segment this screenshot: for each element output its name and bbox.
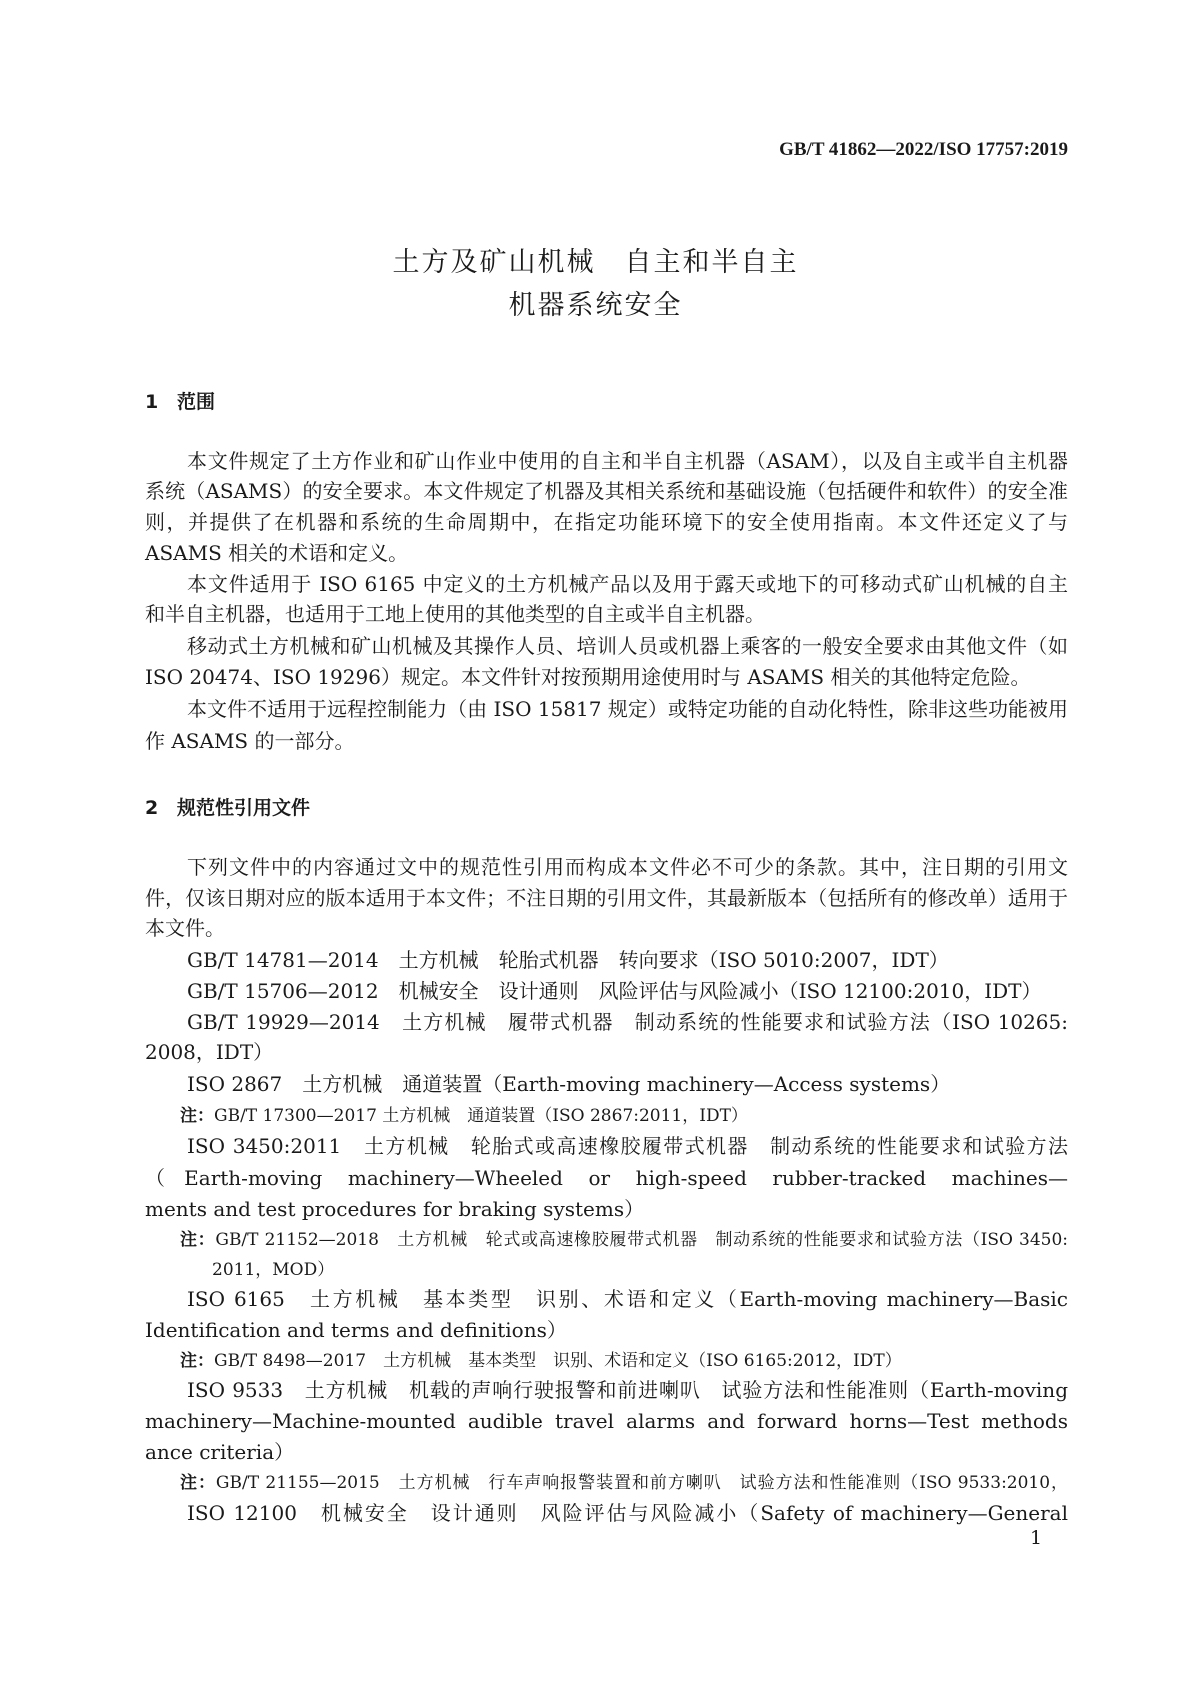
paragraph-line: 移动式土方机械和矿山机械及其操作人员、培训人员或机器上乘客的一般安全要求由其他文件（如 (187, 634, 1068, 658)
section-heading-normative-references (145, 793, 310, 820)
section-number: 1 (145, 391, 159, 413)
paragraph-line: 2008，IDT） (145, 1040, 274, 1064)
paragraph-line: 和半自主机器，也适用于工地上使用的其他类型的自主或半自主机器。 (145, 602, 765, 626)
paragraph-line: GB/T 14781—2014 土方机械 轮胎式机器 转向要求（ISO 5010:2007，IDT） (187, 948, 949, 972)
paragraph-line: GB/T 15706—2012 机械安全 设计通则 风险评估与风险减小（ISO 12100:2010，IDT） (187, 979, 1042, 1003)
reference-note (180, 1470, 1068, 1496)
note-label: 注： (180, 1351, 214, 1371)
paragraph-line: 下列文件中的内容通过文中的规范性引用而构成本文件必不可少的条款。其中，注日期的引用文 (187, 855, 1068, 879)
note-label: 注： (180, 1230, 216, 1250)
note-label: 注： (180, 1473, 216, 1493)
note-text: GB/T 17300—2017 土方机械 通道装置（ISO 2867:2011，IDT） (214, 1106, 748, 1126)
paragraph-line: 系统（ASAMS）的安全要求。本文件规定了机器及其相关系统和基础设施（包括硬件和软件）的安全准 (145, 479, 1068, 503)
paragraph-line: 本文件。 (145, 916, 225, 940)
note-text: GB/T 8498—2017 土方机械 基本类型 识别、术语和定义（ISO 6165:2012，IDT） (214, 1351, 902, 1371)
paragraph-line: 本文件不适用于远程控制能力（由 ISO 15817 规定）或特定功能的自动化特性，除非这些功能被用 (187, 697, 1068, 721)
paragraph-line: 件，仅该日期对应的版本适用于本文件；不注日期的引用文件，其最新版本（包括所有的修改单）适用于 (145, 886, 1068, 910)
paragraph-line: ASAMS 相关的术语和定义。 (145, 541, 409, 565)
note-text: GB/T 21155—2015 土方机械 行车声响报警装置和前方喇叭 试验方法和性能准则（ISO 9533:2010， (215, 1473, 1068, 1493)
note-label: 注： (180, 1106, 214, 1126)
paragraph-line: ISO 20474、ISO 19296）规定。本文件针对按预期用途使用时与 ASAMS 相关的其他特定危险。 (145, 665, 1031, 689)
reference-note (180, 1348, 902, 1374)
section-title: 规范性引用文件 (177, 797, 311, 819)
paragraph-line: ance criteria） (145, 1440, 295, 1464)
note-text: GB/T 21152—2018 土方机械 轮式或高速橡胶履带式机器 制动系统的性能要求和试验方法（ISO 3450: (215, 1230, 1068, 1250)
paragraph-line: （Earth-moving machinery—Wheeled or high-speed rubber-tracked machines— (145, 1166, 1068, 1190)
reference-note (180, 1227, 1068, 1253)
paragraph-line: ISO 12100 机械安全 设计通则 风险评估与风险减小（Safety of machinery—General (187, 1501, 1068, 1525)
section-number: 2 (145, 797, 159, 819)
document-title-line-1: 土方及矿山机械 自主和半自主 (392, 247, 799, 278)
paragraph-line: ISO 9533 土方机械 机载的声响行驶报警和前进喇叭 试验方法和性能准则（Earth-moving (187, 1378, 1068, 1402)
paragraph-line: ments and test procedures for braking systems） (145, 1197, 645, 1221)
paragraph-line: 则，并提供了在机器和系统的生命周期中，在指定功能环境下的安全使用指南。本文件还定义了与 (145, 510, 1068, 534)
paragraph-line: Identification and terms and definitions） (145, 1318, 567, 1342)
paragraph-line: 本文件适用于 ISO 6165 中定义的土方机械产品以及用于露天或地下的可移动式矿山机械的自主 (187, 572, 1068, 596)
paragraph-line: machinery—Machine-mounted audible travel alarms and forward horns—Test methods (145, 1409, 1068, 1433)
page-number: 1 (1030, 1527, 1043, 1549)
paragraph-line: 本文件规定了土方作业和矿山作业中使用的自主和半自主机器（ASAM），以及自主或半自主机器 (187, 449, 1068, 473)
paragraph-line: ISO 3450:2011 土方机械 轮胎式或高速橡胶履带式机器 制动系统的性能要求和试验方法 (187, 1134, 1068, 1158)
document-title-line-2: 机器系统安全 (508, 290, 683, 321)
reference-note-continuation: 2011，MOD） (212, 1260, 335, 1280)
paragraph-line: ISO 2867 土方机械 通道装置（Earth-moving machinery—Access systems） (187, 1072, 951, 1096)
reference-note (180, 1103, 748, 1129)
paragraph-line: 作 ASAMS 的一部分。 (145, 729, 355, 753)
standard-code-header: GB/T 41862—2022/ISO 17757:2019 (779, 139, 1068, 160)
paragraph-line: ISO 6165 土方机械 基本类型 识别、术语和定义（Earth-moving machinery—Basic (187, 1287, 1068, 1311)
section-title: 范围 (177, 391, 216, 413)
section-heading-scope (145, 387, 215, 414)
paragraph-line: GB/T 19929—2014 土方机械 履带式机器 制动系统的性能要求和试验方法（ISO 10265: (187, 1010, 1068, 1034)
